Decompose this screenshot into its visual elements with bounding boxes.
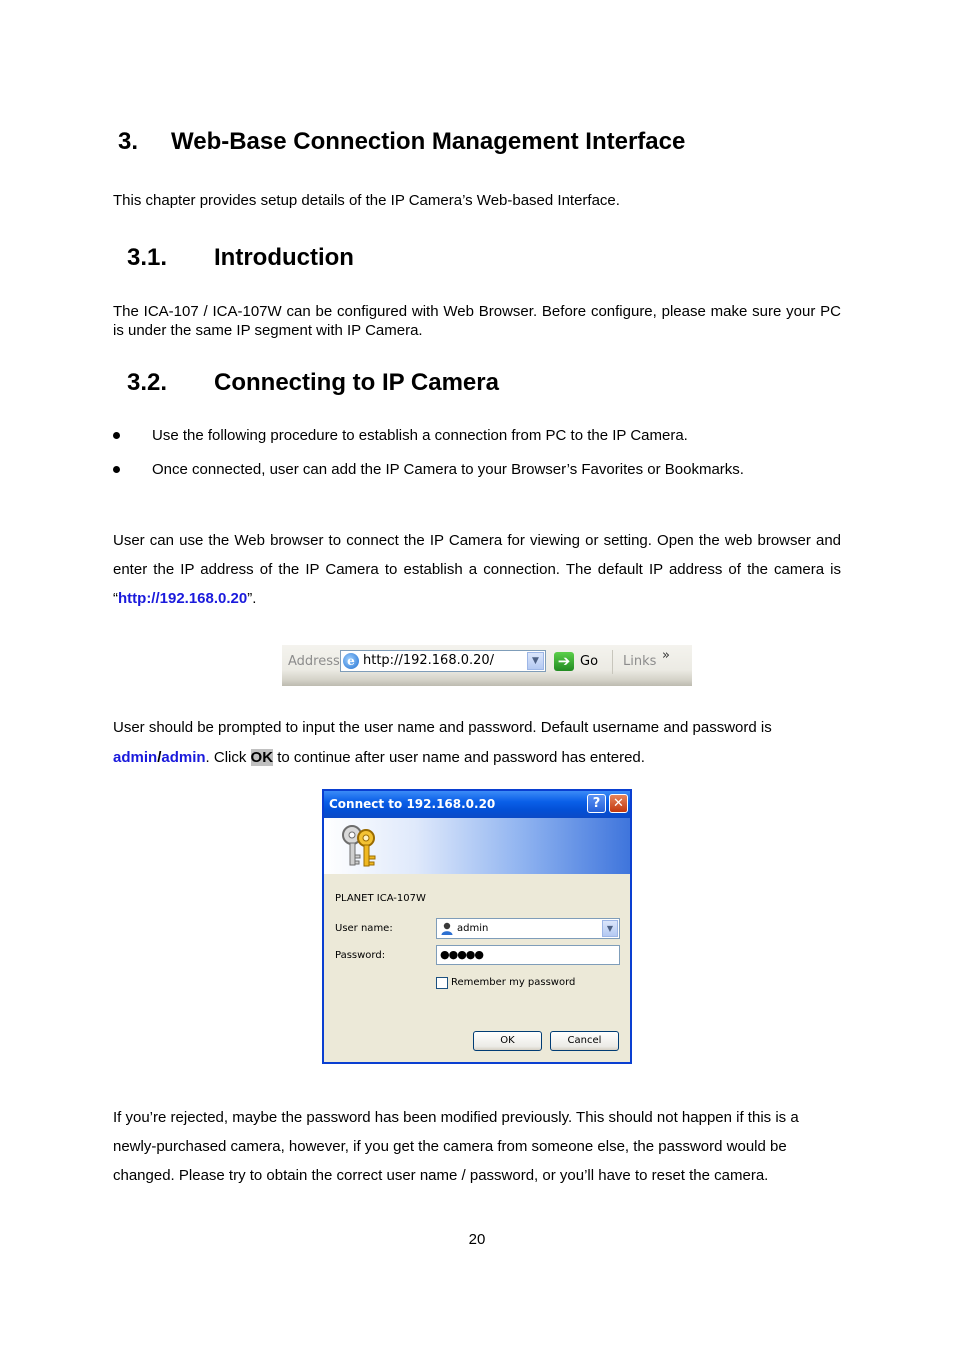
rejected-paragraph: If you’re rejected, maybe the password has been modified previously. This should not happen if this is a newly-purchased camera, however, if you get the camera from someone else, the password would be changed. Please try to obtain the correct user name / password, or you’ll have to reset the camera. xyxy=(113,1109,799,1184)
browser-address-bar xyxy=(282,645,692,686)
password-label: Password: xyxy=(335,950,386,961)
login-paragraph: User should be prompted to input the user name and password. Default username and password is admin/admin. Click OK to continue after user name and password has entered. xyxy=(113,719,772,766)
ok-button[interactable]: OK xyxy=(473,1031,542,1051)
password-mask: ●●●●● xyxy=(440,948,483,961)
section-number-connecting: 3.2. xyxy=(127,369,168,396)
bullet-icon xyxy=(113,432,120,439)
dialog-title-bar xyxy=(324,791,630,818)
section-title-intro: Introduction xyxy=(214,244,354,271)
keys-icon xyxy=(338,822,384,870)
address-input[interactable] xyxy=(340,650,546,672)
intro-paragraph: The ICA-107 / ICA-107W can be configured with Web Browser. Before configure, please make sure your PC is under the same IP segment with IP Camera. xyxy=(113,303,841,339)
bullet-item: Use the following procedure to establish a connection from PC to the IP Camera. xyxy=(152,427,688,444)
realm-label: PLANET ICA-107W xyxy=(335,893,426,904)
section-number-intro: 3.1. xyxy=(127,244,168,271)
bullet-item: Once connected, user can add the IP Camera to your Browser’s Favorites or Bookmarks. xyxy=(152,461,744,478)
toolbar-divider xyxy=(612,650,613,674)
bullet-icon xyxy=(113,466,120,473)
links-label[interactable]: Links xyxy=(623,654,657,669)
cancel-button[interactable]: Cancel xyxy=(550,1031,619,1051)
chapter-intro: This chapter provides setup details of the IP Camera’s Web-based Interface. xyxy=(113,192,620,209)
username-value: admin xyxy=(457,923,489,934)
password-input[interactable] xyxy=(436,945,620,965)
go-button[interactable]: Go xyxy=(580,654,599,669)
login-dialog xyxy=(322,789,632,1064)
connect-paragraph: User can use the Web browser to connect the IP Camera for viewing or setting. Open the web browser and enter the IP address of the IP Camera to establish a connection. The default IP address of the camera is “http://192.168.0.20”. xyxy=(113,532,841,607)
chevron-down-icon[interactable]: ▼ xyxy=(602,920,618,937)
address-label: Address xyxy=(288,654,340,669)
username-combobox[interactable] xyxy=(436,918,620,939)
chevron-right-icon[interactable]: » xyxy=(662,648,670,663)
remember-password-checkbox[interactable] xyxy=(436,977,448,989)
default-username: admin xyxy=(113,749,158,766)
close-icon[interactable]: ✕ xyxy=(609,794,628,813)
chapter-title: Web-Base Connection Management Interface xyxy=(171,128,686,155)
address-url: http://192.168.0.20/ xyxy=(363,653,495,668)
default-ip-link[interactable]: http://192.168.0.20 xyxy=(118,590,248,607)
username-label: User name: xyxy=(335,923,393,934)
remember-password-label: Remember my password xyxy=(451,977,576,988)
ie-page-icon: e xyxy=(343,653,359,669)
ok-highlight: OK xyxy=(250,749,274,766)
dialog-title: Connect to 192.168.0.20 xyxy=(329,797,496,811)
help-icon[interactable]: ? xyxy=(587,794,606,813)
chevron-down-icon[interactable]: ▼ xyxy=(527,652,544,670)
section-title-connecting: Connecting to IP Camera xyxy=(214,369,499,396)
dialog-banner xyxy=(324,818,630,874)
go-arrow-icon[interactable]: ➔ xyxy=(554,652,574,671)
user-icon xyxy=(441,922,453,935)
default-password: admin xyxy=(161,749,206,766)
chapter-number: 3. xyxy=(118,128,139,155)
page-number: 20 xyxy=(468,1231,486,1248)
